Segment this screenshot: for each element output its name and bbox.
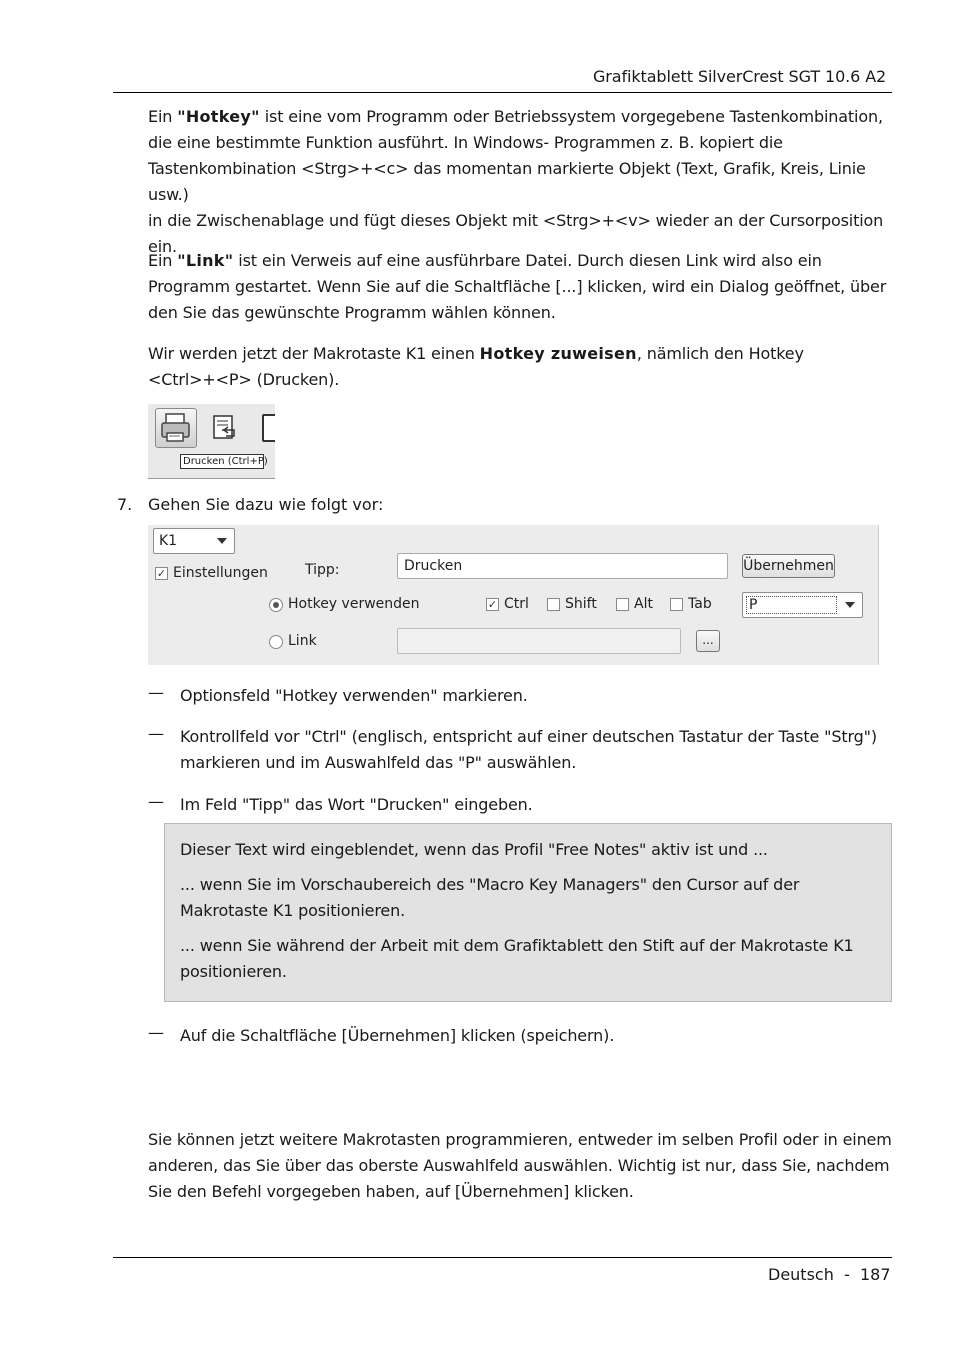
instruction-item: Kontrollfeld vor "Ctrl" (englisch, entspricht auf einer deutschen Tastatur der Taste "Strg") markieren und im Auswahlfeld das "P" auswählen. bbox=[180, 727, 877, 772]
paste-button[interactable] bbox=[208, 410, 244, 446]
settings-dialog-screenshot bbox=[148, 525, 879, 665]
page-footer: Deutsch - 187 bbox=[768, 1265, 891, 1284]
chevron-down-icon bbox=[217, 538, 227, 544]
print-button[interactable] bbox=[155, 408, 197, 448]
tooltip: Drucken (Ctrl+P) bbox=[180, 454, 264, 469]
text-line: in die Zwischenablage und fügt dieses Objekt mit <Strg>+<v> wieder an der Cursorposition bbox=[148, 211, 884, 230]
text-line: Wir werden jetzt der Makrotaste K1 einen Hotkey zuweisen, nämlich den Hotkey bbox=[148, 344, 804, 363]
printer-icon bbox=[156, 409, 196, 447]
key-value-select[interactable]: P bbox=[742, 592, 863, 618]
note-line: ... wenn Sie während der Arbeit mit dem Grafiktablett den Stift auf der Makrotaste K1 positionieren. bbox=[180, 936, 854, 981]
assign-paragraph bbox=[148, 341, 893, 393]
dash-marker: — bbox=[148, 724, 164, 743]
instruction-item: Auf die Schaltfläche [Übernehmen] klicken (speichern). bbox=[180, 1026, 615, 1045]
closing-paragraph: Sie können jetzt weitere Makrotasten programmieren, entweder im selben Profil oder in einem anderen, das Sie über das oberste Auswahlfeld auswählen. Wichtig ist nur, dass Sie, nachdem Sie den Befehl vorgegeben haben, auf [Übernehmen] klicken. bbox=[148, 1130, 892, 1201]
toolbar-screenshot bbox=[148, 404, 275, 479]
text-line: Tastenkombination <Strg>+<c> das momentan markierte Objekt (Text, Grafik, Kreis, Linie usw.) bbox=[148, 159, 866, 204]
instruction-item: Optionsfeld "Hotkey verwenden" markieren. bbox=[180, 686, 528, 705]
key-select[interactable]: K1 bbox=[153, 528, 235, 554]
term-hotkey-zuweisen: Hotkey zuweisen bbox=[479, 344, 637, 363]
settings-checkbox[interactable]: ✓ bbox=[156, 567, 167, 580]
text-line: die eine bestimmte Funktion ausführt. In Windows- Programmen z. B. kopiert die bbox=[148, 133, 783, 152]
note-line: Dieser Text wird eingeblendet, wenn das Profil "Free Notes" aktiv ist und ... bbox=[180, 840, 768, 859]
link-radio-label: Link bbox=[288, 633, 317, 649]
term-hotkey: "Hotkey" bbox=[177, 107, 260, 126]
apply-button[interactable]: Übernehmen bbox=[742, 554, 835, 578]
dash-marker: — bbox=[148, 1023, 164, 1042]
tab-label: Tab bbox=[688, 596, 712, 612]
hotkey-radio-label: Hotkey verwenden bbox=[288, 596, 420, 612]
link-radio[interactable] bbox=[269, 635, 283, 649]
settings-label: Einstellungen bbox=[173, 565, 268, 581]
hotkey-paragraph bbox=[148, 104, 893, 260]
link-paragraph bbox=[148, 248, 893, 326]
alt-label: Alt bbox=[634, 596, 653, 612]
term-link: "Link" bbox=[177, 251, 234, 270]
tip-input[interactable]: Drucken bbox=[397, 553, 728, 579]
header-rule bbox=[113, 92, 892, 93]
instruction-item: Im Feld "Tipp" das Wort "Drucken" eingeben. bbox=[180, 795, 533, 814]
page-header-title: Grafiktablett SilverCrest SGT 10.6 A2 bbox=[593, 67, 887, 86]
footer-rule bbox=[113, 1257, 892, 1258]
alt-checkbox[interactable] bbox=[616, 598, 629, 611]
dash-marker: — bbox=[148, 683, 164, 702]
step-text: Gehen Sie dazu wie folgt vor: bbox=[148, 495, 384, 514]
browse-button[interactable]: ... bbox=[696, 630, 720, 652]
chevron-down-icon bbox=[845, 602, 855, 608]
hotkey-radio[interactable] bbox=[269, 598, 283, 612]
dash-marker: — bbox=[148, 792, 164, 811]
tip-label: Tipp: bbox=[305, 562, 340, 578]
link-path-input[interactable] bbox=[397, 628, 681, 654]
step-number: 7. bbox=[117, 495, 133, 514]
text-line: Programm gestartet. Wenn Sie auf die Schaltfläche [...] klicken, wird ein Dialog geöffnet, über bbox=[148, 277, 887, 296]
ctrl-checkbox[interactable]: ✓ bbox=[487, 598, 498, 611]
text-line: den Sie das gewünschte Programm wählen können. bbox=[148, 303, 556, 322]
text-line: Ein "Hotkey" ist eine vom Programm oder Betriebssystem vorgegebene Tastenkombination, bbox=[148, 107, 883, 126]
note-line: ... wenn Sie im Vorschaubereich des "Macro Key Managers" den Cursor auf der Makrotaste K1 positionieren. bbox=[180, 875, 800, 920]
text-line: Ein "Link" ist ein Verweis auf eine ausführbare Datei. Durch diesen Link wird also ein bbox=[148, 251, 822, 270]
tab-checkbox[interactable] bbox=[670, 598, 683, 611]
ctrl-label: Ctrl bbox=[504, 596, 529, 612]
text-line: ein. bbox=[148, 237, 177, 256]
shift-label: Shift bbox=[565, 596, 597, 612]
document-icon bbox=[262, 414, 275, 442]
shift-checkbox[interactable] bbox=[547, 598, 560, 611]
clipboard-icon bbox=[208, 410, 244, 446]
text-line: <Ctrl>+<P> (Drucken). bbox=[148, 370, 340, 389]
